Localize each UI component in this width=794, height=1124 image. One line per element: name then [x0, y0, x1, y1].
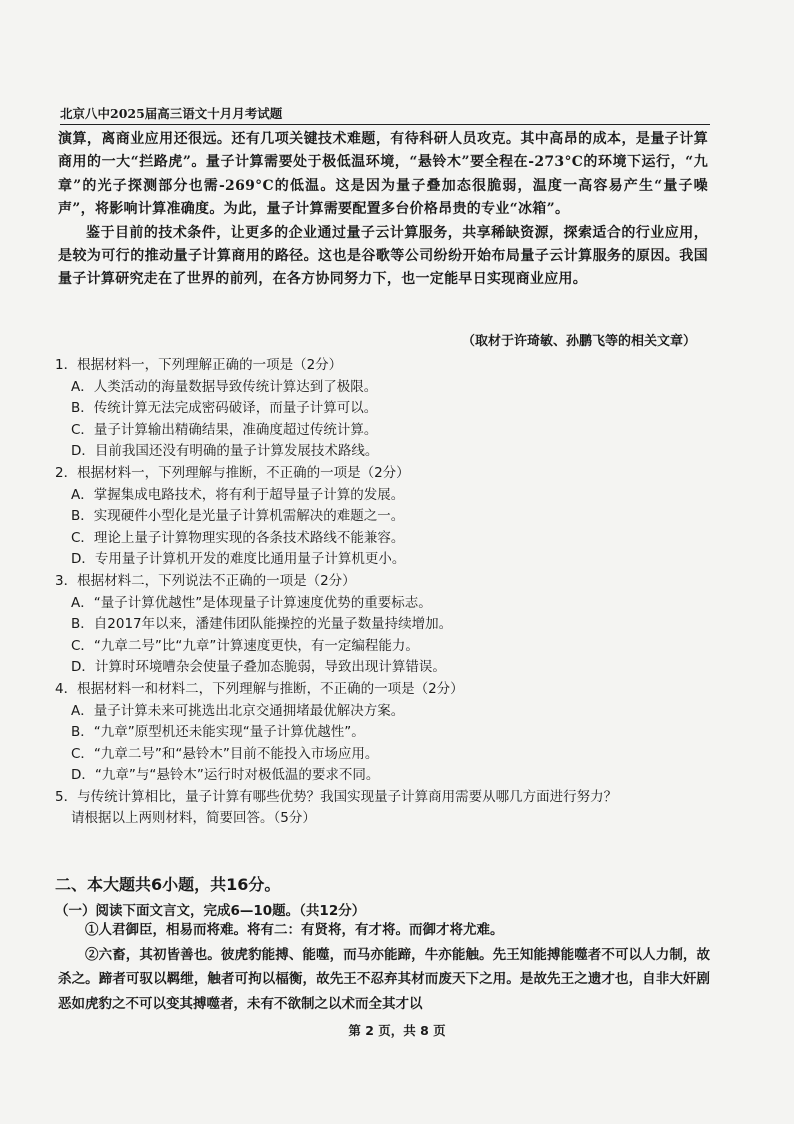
- question-2: [55, 463, 715, 571]
- question-4-option-b: B．“九章”原型机还未能实现“量子计算优越性”。: [71, 724, 365, 741]
- question-2-option-d: D．专用量子计算机开发的难度比通用量子计算机更小。: [71, 551, 406, 568]
- question-3-option-d: D．计算时环境嘈杂会使量子叠加态脆弱，导致出现计算错误。: [71, 659, 446, 676]
- question-3-stem: 3．根据材料二，下列说法不正确的一项是（2分）: [55, 572, 356, 589]
- question-1-stem: 1．根据材料一，下列理解正确的一项是（2分）: [55, 357, 343, 373]
- question-1-option-d: D．目前我国还没有明确的量子计算发展技术路线。: [71, 443, 379, 460]
- question-2-option-c: C．理论上量子计算物理实现的各条技术路线不能兼容。: [71, 529, 405, 546]
- question-list: [55, 355, 715, 830]
- question-5: [55, 787, 715, 830]
- question-2-option-b: B．实现硬件小型化是光量子计算机需解决的难题之一。: [71, 508, 405, 525]
- question-2-option-a: A．掌握集成电路技术，将有利于超导量子计算的发展。: [71, 486, 405, 503]
- question-1-option-c: C．量子计算输出精确结果，准确度超过传统计算。: [71, 421, 378, 438]
- question-4-option-d: D．“九章”与“悬铃木”运行时对极低温的要求不同。: [71, 767, 380, 784]
- question-4-stem: 4．根据材料一和材料二，下列理解与推断，不正确的一项是（2分）: [55, 680, 464, 697]
- passage-paragraph-2: 鉴于目前的技术条件，让更多的企业通过量子云计算服务，共享稀缺资源，探索适合的行业应用，是较为可行的推动量子计算商用的路径。这也是谷歌等公司纷纷开始布局量子云计算服务的原因。我国量子计算研究走在了世界的前列，在各方协同努力下，也一定能早日实现商业应用。: [58, 224, 708, 288]
- question-5-instruction: 请根据以上两则材料，简要回答。（5分）: [71, 810, 316, 827]
- question-5-stem: 5．与传统计算相比，量子计算有哪些优势？我国实现量子计算商用需要从哪几方面进行努力？: [55, 788, 618, 805]
- classical-paragraph-1: ①人君御臣，相易而将难。将有二：有贤将，有才将。而御才将尤难。: [85, 922, 504, 938]
- question-3-option-c: C．“九章二号”比“九章”计算速度更快，有一定编程能力。: [71, 637, 419, 654]
- question-1-option-b: B．传统计算无法完成密码破译，而量子计算可以。: [71, 400, 378, 417]
- question-4-option-a: A．量子计算未来可挑选出北京交通拥堵最优解决方案。: [71, 702, 405, 719]
- passage-source: （取材于许琦敏、孙鹏飞等的相关文章）: [461, 334, 696, 349]
- question-1: [55, 355, 715, 463]
- question-4: [55, 679, 715, 787]
- question-3: [55, 571, 715, 679]
- reading-passage: [58, 128, 708, 292]
- question-4-option-c: C．“九章二号”和“悬铃木”目前不能投入市场应用。: [71, 745, 379, 762]
- question-2-stem: 2．根据材料一，下列理解与推断，不正确的一项是（2分）: [55, 464, 410, 481]
- question-3-option-b: B．自2017年以来，潘建伟团队能操控的光量子数量持续增加。: [71, 616, 453, 633]
- classical-passage: [58, 918, 710, 1016]
- section-title: 二、本大题共6小题，共16分。: [55, 875, 281, 894]
- passage-paragraph-1: 演算，离商业应用还很远。还有几项关键技术难题，有待科研人员攻克。其中高昂的成本，是量子计算商用的一大“拦路虎”。量子计算需要处于极低温环境，“悬铃木”要全程在-273°C的环境下运行，“九章”的光子探测部分也需-269°C的低温。这是因为量子叠加态很脆弱，温度一高容易产生“量子噪声”，将影响计算准确度。为此，量子计算需要配置多台价格昂贵的专业“冰箱”。: [58, 131, 708, 218]
- section-subtitle: （一）阅读下面文言文，完成6—10题。（共12分）: [55, 903, 366, 919]
- page-header: 北京八中2025届高三语文十月月考试题: [60, 104, 710, 125]
- page-number: 第 2 页，共 8 页: [348, 1023, 446, 1038]
- question-1-option-a: A．人类活动的海量数据导致传统计算达到了极限。: [71, 378, 378, 395]
- question-3-option-a: A．“量子计算优越性”是体现量子计算速度优势的重要标志。: [71, 594, 432, 611]
- classical-paragraph-2: ②六畜，其初皆善也。彼虎豹能搏、能噬，而马亦能蹄，牛亦能触。先王知能搏能噬者不可以人力制，故杀之。蹄者可驭以羁绁，触者可拘以楅衡，故先王不忍弃其材而废天下之用。是故先王之遗才也，自非大奸剧恶如虎豹之不可以变其搏噬者，未有不欲制之以术而全其才以: [58, 946, 710, 1012]
